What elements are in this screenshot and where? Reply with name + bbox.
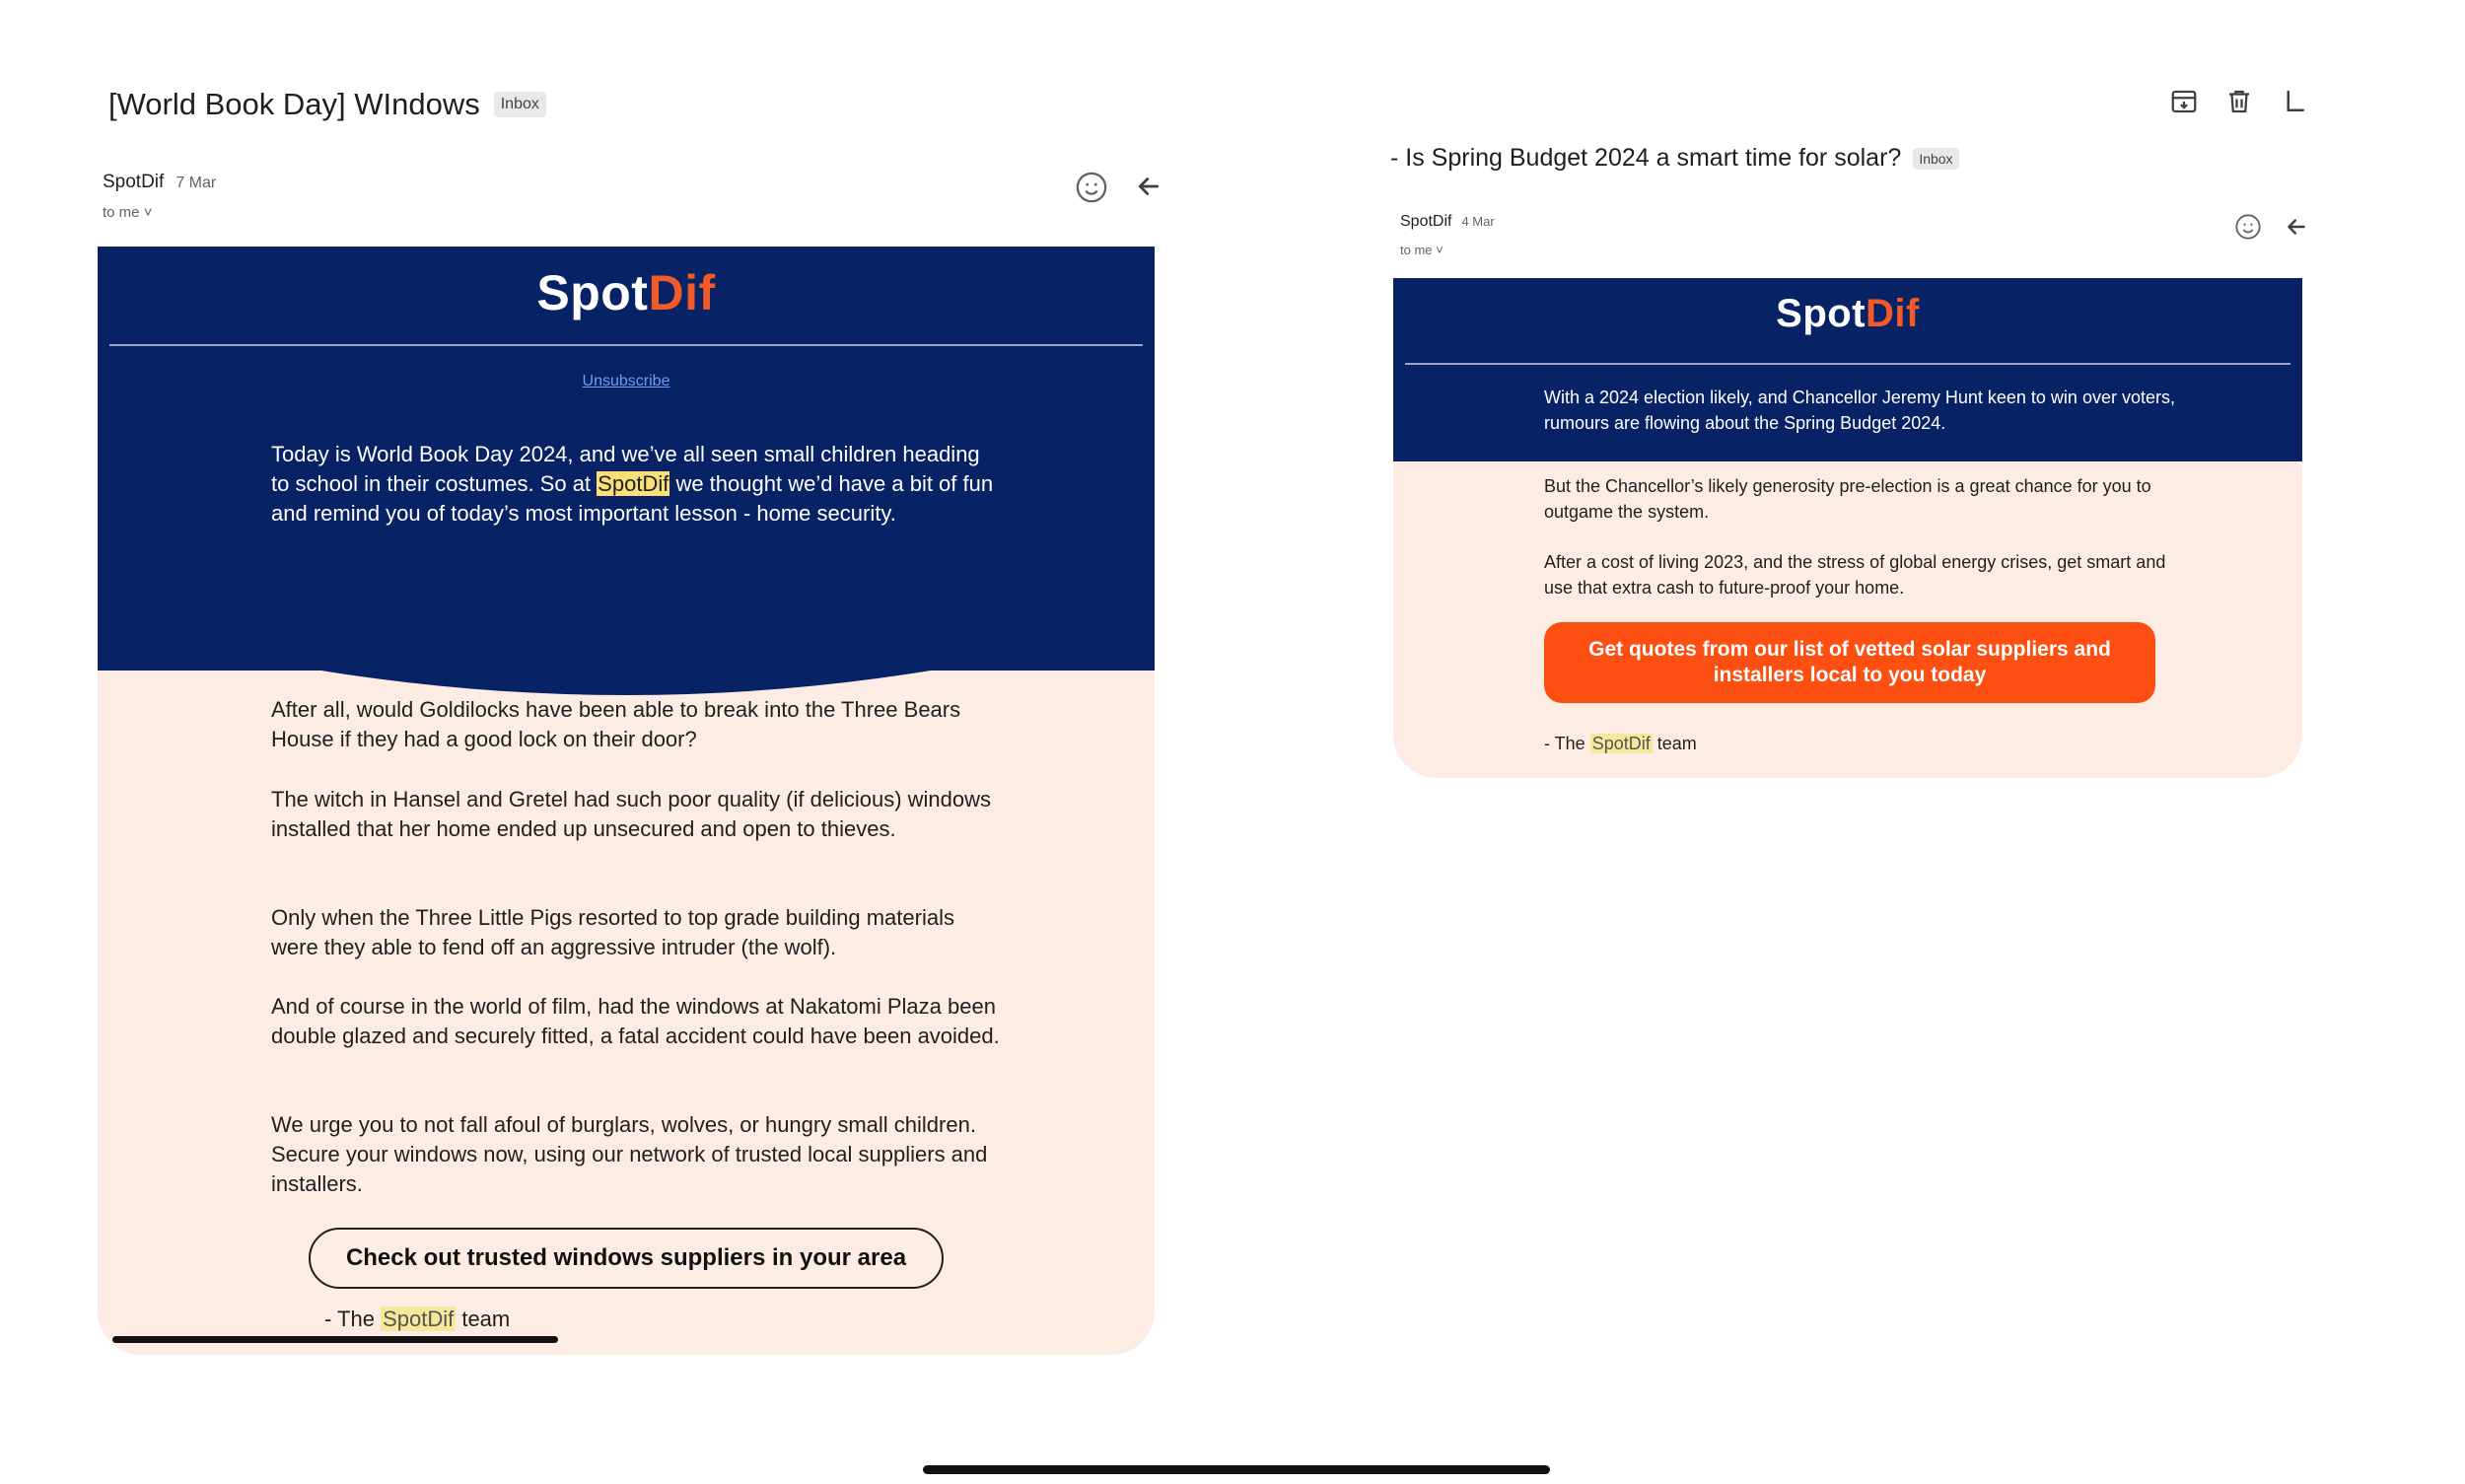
highlighted-brand: SpotDif [1591, 734, 1651, 753]
left-sender-line [103, 172, 216, 193]
body-paragraph: But the Chancellor’s likely generosity pre-election is a great chance for you to outgame the system. [1544, 476, 2151, 522]
right-subject-text: - Is Spring Budget 2024 a smart time for solar? [1390, 144, 1902, 172]
email-date: 7 Mar [176, 175, 217, 191]
left-email-subject [108, 87, 546, 122]
right-sender-line [1400, 213, 1495, 231]
archive-icon[interactable] [2169, 87, 2199, 116]
trash-icon[interactable] [2224, 87, 2254, 116]
reply-arrow-icon[interactable] [1134, 172, 1163, 201]
email-date: 4 Mar [1461, 214, 1495, 229]
left-subject-text: [World Book Day] WIndows [108, 87, 480, 121]
highlighted-brand: SpotDif [598, 471, 669, 496]
email-action-toolbar [2169, 87, 2309, 116]
unsubscribe-link[interactable]: Unsubscribe [582, 373, 670, 389]
chevron-down-icon: ˅ [143, 204, 153, 221]
spotdif-logo: SpotDif [1776, 292, 1920, 335]
recipient-text: to me [1400, 243, 1433, 257]
inbox-label-badge[interactable]: Inbox [494, 92, 546, 117]
body-paragraph: The witch in Hansel and Gretel had such poor quality (if delicious) windows installed that her home ended up unsecured and open to thieves. [271, 787, 992, 841]
emoji-reaction-icon[interactable] [2234, 213, 2262, 241]
reply-arrow-icon[interactable] [2284, 214, 2309, 240]
scroll-indicator[interactable] [112, 1336, 558, 1343]
header-divider [1405, 363, 2290, 365]
body-paragraph: And of course in the world of film, had the windows at Nakatomi Plaza been double glazed and securely fitted, a fatal accident could have been avoided. [271, 994, 1000, 1048]
header-divider [109, 344, 1143, 346]
solar-quotes-button[interactable]: Get quotes from our list of vetted solar suppliers and installers local to you today [1544, 622, 2155, 703]
move-icon[interactable] [2280, 87, 2309, 116]
recipient-details-toggle[interactable] [1400, 243, 1444, 257]
body-paragraph: Only when the Three Little Pigs resorted to top grade building materials were they able to fend off an aggressive intruder (the wolf). [271, 905, 954, 959]
right-email-subject [1390, 144, 1959, 173]
spotdif-logo: SpotDif [536, 265, 716, 320]
highlighted-brand: SpotDif [383, 1307, 455, 1331]
left-email-body [98, 247, 1155, 1355]
intro-paragraph: With a 2024 election likely, and Chancellor Jeremy Hunt keen to win over voters, rumours are flowing about the Spring Budget 2024. [1544, 388, 2175, 433]
body-paragraph: After all, would Goldilocks have been able to break into the Three Bears House if they had a good lock on their door? [271, 697, 961, 751]
recipient-details-toggle[interactable] [103, 204, 152, 221]
sender-name[interactable]: SpotDif [103, 172, 165, 192]
emoji-reaction-icon[interactable] [1075, 171, 1108, 204]
sender-name[interactable]: SpotDif [1400, 213, 1452, 230]
intro-paragraph: Today is World Book Day 2024, and we’ve all seen small children heading to school in their costumes. So at SpotDif we thought we’d have a bit of fun and remind you of today’s most important lesson - home security. [271, 442, 994, 526]
recipient-text: to me [103, 204, 140, 221]
windows-suppliers-button[interactable]: Check out trusted windows suppliers in your area [309, 1228, 944, 1289]
right-email-body [1393, 278, 2302, 778]
inbox-label-badge[interactable]: Inbox [1913, 148, 1958, 170]
chevron-down-icon: ˅ [1436, 243, 1444, 257]
body-paragraph: We urge you to not fall afoul of burglars, wolves, or hungry small children. Secure your windows now, using our network of trusted local suppliers and installers. [271, 1112, 988, 1196]
body-paragraph: After a cost of living 2023, and the stress of global energy crises, get smart and use that extra cash to future-proof your home. [1544, 552, 2166, 598]
signoff: - The SpotDif team [324, 1307, 511, 1331]
home-indicator[interactable] [923, 1465, 1550, 1474]
signoff: - The SpotDif team [1544, 734, 1697, 753]
